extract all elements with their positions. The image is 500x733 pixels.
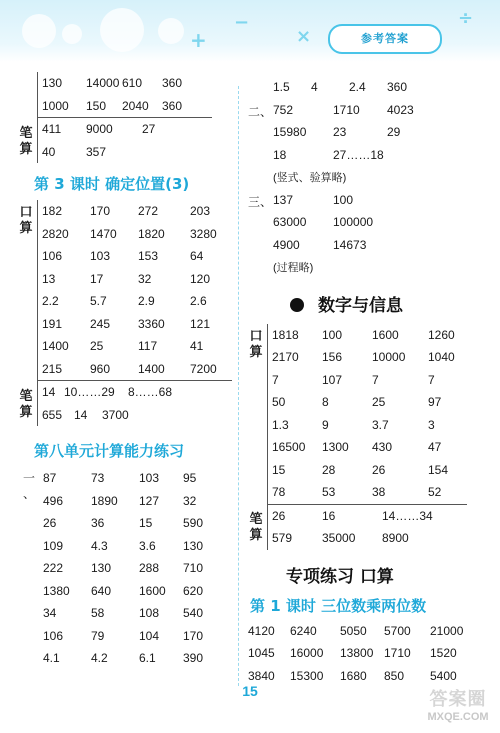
answer-cell: 2170: [272, 350, 299, 365]
watermark-top: 答案圈: [429, 689, 487, 709]
answer-cell: 79: [91, 628, 105, 643]
answer-cell: 14673: [333, 237, 367, 252]
answer-cell: 130: [91, 561, 112, 576]
block-vertical-rule: [37, 118, 38, 163]
answer-cell: 16500: [272, 440, 306, 455]
answer-cell: 3700: [102, 407, 129, 422]
part2-note: (竖式、验算略): [273, 172, 347, 185]
answer-cell: 5700: [384, 623, 411, 638]
answer-tab: 参考答案: [328, 24, 442, 54]
answer-cell: 63000: [273, 215, 307, 230]
answer-cell: 620: [183, 583, 204, 598]
answer-cell: 28: [322, 462, 336, 477]
answer-cell: 203: [190, 204, 211, 219]
block-vertical-rule: [267, 505, 268, 550]
answer-cell: 38: [372, 485, 386, 500]
answer-cell: 2040: [122, 98, 149, 113]
answer-cell: 6.1: [139, 651, 156, 666]
block-label-spacer: [18, 72, 34, 117]
answer-cell: 4900: [273, 237, 300, 252]
answer-cell: 1045: [248, 646, 275, 661]
answer-row: [43, 580, 232, 603]
answer-row: [43, 602, 232, 625]
answer-row: [43, 557, 232, 580]
answer-cell: 64: [190, 249, 204, 264]
answer-row: [42, 245, 232, 268]
answer-cell: 78: [272, 485, 286, 500]
block-rows: [272, 505, 488, 550]
answer-row: [42, 268, 232, 291]
answer-cell: 41: [190, 339, 204, 354]
answer-cell: 106: [43, 628, 64, 643]
answer-cell: 4.2: [91, 651, 108, 666]
answer-cell: 14……34: [382, 508, 433, 523]
answer-cell: 4.1: [43, 651, 60, 666]
answer-cell: 2.2: [42, 294, 59, 309]
answer-cell: 3.7: [372, 417, 389, 432]
answer-cell: 2.6: [190, 294, 207, 309]
answer-cell: 58: [91, 606, 105, 621]
answer-row: [42, 358, 232, 381]
answer-row: [42, 381, 232, 404]
answer-cell: 710: [183, 561, 204, 576]
answer-cell: 21000: [430, 623, 464, 638]
answer-cell: 25: [372, 395, 386, 410]
block-rows: [42, 200, 232, 380]
block-vertical-rule: [267, 324, 268, 504]
answer-cell: 153: [138, 249, 159, 264]
block-rows: [42, 381, 232, 426]
answer-cell: 960: [90, 361, 111, 376]
answer-cell: 100: [322, 327, 343, 342]
answer-cell: 25: [90, 339, 104, 354]
answer-cell: 411: [42, 122, 62, 137]
answer-cell: 5.7: [90, 294, 107, 309]
answer-cell: 1710: [333, 102, 360, 117]
answer-cell: 87: [43, 471, 57, 486]
answer-cell: 272: [138, 204, 159, 219]
answer-cell: 32: [183, 493, 197, 508]
answer-cell: 655: [42, 407, 63, 422]
answer-row: [272, 414, 488, 437]
answer-row: [272, 369, 488, 392]
answer-cell: 52: [428, 485, 442, 500]
plus-icon: +: [190, 28, 207, 52]
block-rows: [42, 118, 232, 163]
digits-oral-block: [248, 324, 488, 504]
digits-written-block: [248, 505, 488, 550]
answer-cell: 13: [42, 271, 56, 286]
answer-cell: 14: [42, 385, 56, 400]
right-column: [248, 76, 488, 687]
answer-cell: 27……18: [333, 147, 384, 162]
answer-cell: 170: [183, 628, 204, 643]
divide-icon: ÷: [458, 8, 474, 29]
answer-cell: 590: [183, 516, 204, 531]
answer-cell: 9: [322, 417, 329, 432]
answer-cell: 1520: [430, 646, 457, 661]
answer-cell: 53: [322, 485, 336, 500]
answer-cell: 3: [428, 417, 435, 432]
answer-cell: 103: [139, 471, 160, 486]
minus-icon: −: [234, 12, 250, 33]
answer-cell: 2.9: [138, 294, 155, 309]
answer-cell: 156: [322, 350, 343, 365]
oral-label: 口 算: [249, 327, 263, 359]
answer-row: [272, 505, 488, 528]
answer-cell: 10……29: [64, 385, 115, 400]
answer-cell: 17: [90, 271, 104, 286]
answer-row: [272, 346, 488, 369]
answer-cell: 120: [190, 271, 211, 286]
part-prefix: 一 、: [22, 471, 35, 501]
answer-cell: 430: [372, 440, 393, 455]
answer-cell: 1260: [428, 327, 455, 342]
block-rows: [42, 72, 232, 117]
answer-row: [272, 324, 488, 347]
block-rows: [43, 467, 232, 670]
answer-row: [272, 391, 488, 414]
answer-cell: 1040: [428, 350, 455, 365]
answer-cell: 496: [43, 493, 64, 508]
answer-cell: 47: [428, 440, 442, 455]
answer-cell: 8: [322, 395, 329, 410]
answer-cell: 26: [372, 462, 386, 477]
answer-cell: 18: [273, 147, 287, 162]
answer-row: [42, 118, 232, 141]
calc-block-top: [18, 72, 232, 117]
answer-row: [272, 481, 488, 504]
written-block-top: [18, 118, 232, 163]
answer-row: [43, 625, 232, 648]
answer-cell: 3.6: [139, 538, 156, 553]
answer-cell: 14: [74, 407, 88, 422]
answer-cell: 357: [86, 144, 107, 159]
header-bubble: [100, 8, 144, 52]
answer-cell: 288: [139, 561, 160, 576]
answer-cell: 15: [272, 462, 286, 477]
answer-cell: 1820: [138, 226, 165, 241]
digits-title: 数字与信息: [318, 295, 403, 316]
part-prefix: 二、: [248, 104, 273, 119]
answer-cell: 1890: [91, 493, 118, 508]
answer-cell: 1300: [322, 440, 349, 455]
answer-cell: 4: [311, 80, 318, 95]
answer-cell: 5400: [430, 668, 457, 683]
answer-cell: 14000: [86, 76, 120, 91]
answer-row: [42, 200, 232, 223]
answer-cell: 360: [387, 80, 408, 95]
answer-row: [42, 223, 232, 246]
answer-cell: 13800: [340, 646, 374, 661]
answer-cell: 106: [42, 249, 63, 264]
answer-row: [42, 313, 232, 336]
answer-cell: 104: [139, 628, 160, 643]
answer-cell: 1.5: [273, 80, 290, 95]
answer-cell: 4023: [387, 102, 414, 117]
part3-note: (过程略): [273, 262, 314, 275]
part-prefix: 三、: [248, 194, 273, 209]
answer-row: [42, 404, 232, 427]
answer-cell: 26: [272, 508, 286, 523]
answer-cell: 15300: [290, 668, 324, 683]
answer-row: [42, 72, 232, 95]
block-rows: [273, 189, 488, 212]
special-title: 专项练习 口算: [286, 566, 394, 587]
answer-cell: 29: [387, 125, 401, 140]
answer-cell: 36: [91, 516, 105, 531]
answer-cell: 1600: [372, 327, 399, 342]
answer-cell: 182: [42, 204, 63, 219]
answer-row: [42, 95, 232, 118]
answer-cell: 127: [139, 493, 160, 508]
answer-cell: 107: [322, 372, 343, 387]
lesson3-title: 第 3 课时 确定位置(3): [34, 175, 190, 193]
block-vertical-rule: [37, 200, 38, 380]
answer-row: [43, 647, 232, 670]
answer-row: [272, 459, 488, 482]
answer-row: [42, 141, 232, 164]
answer-cell: 3360: [138, 316, 165, 331]
special-lesson-title: 第 1 课时 三位数乘两位数: [250, 596, 427, 615]
answer-cell: 1380: [43, 583, 70, 598]
answer-row: [42, 335, 232, 358]
answer-cell: 7: [372, 372, 379, 387]
answer-cell: 360: [162, 98, 183, 113]
block-vertical-rule: [37, 381, 38, 426]
answer-cell: 150: [86, 98, 107, 113]
answer-row: [272, 527, 488, 550]
answer-cell: 95: [183, 471, 197, 486]
lesson3-written-block: [18, 381, 232, 426]
answer-cell: 23: [333, 125, 347, 140]
answer-cell: 360: [162, 76, 183, 91]
answer-cell: 26: [43, 516, 57, 531]
answer-cell: 130: [42, 76, 63, 91]
part3-block: [248, 189, 488, 212]
answer-cell: 222: [43, 561, 64, 576]
answer-row: [248, 642, 488, 665]
answer-cell: 10000: [372, 350, 406, 365]
answer-cell: 27: [142, 122, 156, 137]
unit8-block: [18, 467, 232, 670]
answer-row: [273, 234, 488, 257]
answer-cell: 3280: [190, 226, 217, 241]
answer-cell: 40: [42, 144, 56, 159]
answer-row: [272, 436, 488, 459]
answer-cell: 50: [272, 395, 286, 410]
oral-label: 口 算: [19, 204, 33, 235]
column-divider: [238, 86, 239, 686]
answer-cell: 100000: [333, 215, 374, 230]
answer-cell: 610: [122, 76, 143, 91]
answer-cell: 1.3: [272, 417, 289, 432]
times-icon: ×: [296, 26, 312, 47]
answer-cell: 97: [428, 395, 442, 410]
answer-cell: 1000: [42, 98, 69, 113]
block-rows: [248, 121, 488, 189]
unit8-title: 第八单元计算能力练习: [34, 442, 185, 460]
block-rows: [272, 324, 488, 504]
answer-cell: 1710: [384, 646, 411, 661]
answer-cell: 1400: [42, 339, 69, 354]
answer-cell: 245: [90, 316, 111, 331]
answer-cell: 4120: [248, 623, 275, 638]
written-label: 笔 算: [19, 124, 33, 156]
written-label: 笔 算: [249, 511, 263, 542]
answer-cell: 1470: [90, 226, 117, 241]
answer-cell: 170: [90, 204, 111, 219]
answer-cell: 3840: [248, 668, 275, 683]
answer-cell: 15980: [273, 125, 307, 140]
answer-cell: 640: [91, 583, 112, 598]
page-number: 15: [242, 683, 258, 699]
watermark-bottom: MXQE.COM: [427, 711, 489, 723]
header-bubble: [158, 18, 184, 44]
answer-cell: 215: [42, 361, 63, 376]
header-bubble: [62, 24, 82, 44]
answer-cell: 8……68: [128, 385, 173, 400]
answer-row: [42, 290, 232, 313]
answer-cell: 108: [139, 606, 160, 621]
answer-cell: 9000: [86, 122, 113, 137]
answer-cell: 390: [183, 651, 204, 666]
answer-cell: 103: [90, 249, 111, 264]
answer-cell: 121: [190, 316, 211, 331]
page-header: [0, 0, 500, 62]
written-label: 笔 算: [19, 387, 33, 419]
answer-cell: 16: [322, 508, 336, 523]
answer-cell: 7: [428, 372, 435, 387]
answer-cell: 15: [139, 516, 153, 531]
answer-row: [43, 512, 232, 535]
answer-cell: 1400: [138, 361, 165, 376]
left-column: [18, 72, 232, 670]
answer-row: [43, 535, 232, 558]
answer-cell: 73: [91, 471, 105, 486]
answer-cell: 191: [42, 316, 63, 331]
header-bubble: [22, 14, 56, 48]
answer-cell: 1680: [340, 668, 367, 683]
answer-row: [43, 467, 232, 490]
answer-row: [273, 144, 488, 167]
watermark-logo: [418, 690, 498, 730]
bullet-icon: [290, 298, 304, 312]
block-vertical-rule: [37, 72, 38, 117]
answer-row: [273, 99, 488, 122]
answer-row: [248, 76, 488, 99]
answer-cell: 540: [183, 606, 204, 621]
answer-cell: 100: [333, 192, 354, 207]
block-rows: [248, 620, 488, 688]
answer-cell: 32: [138, 271, 152, 286]
answer-cell: 130: [183, 538, 204, 553]
answer-cell: 8900: [382, 531, 409, 546]
answer-row: [273, 189, 488, 212]
answer-cell: 1818: [272, 327, 299, 342]
answer-cell: 117: [138, 339, 158, 354]
block-rows: [273, 99, 488, 122]
part2-block: [248, 99, 488, 122]
answer-row: [273, 121, 488, 144]
answer-cell: 6240: [290, 623, 317, 638]
answer-cell: 2820: [42, 226, 69, 241]
answer-row: [273, 211, 488, 234]
answer-cell: 16000: [290, 646, 324, 661]
answer-cell: 154: [428, 462, 449, 477]
answer-cell: 579: [272, 531, 293, 546]
answer-cell: 850: [384, 668, 405, 683]
answer-cell: 137: [273, 192, 294, 207]
answer-cell: 4.3: [91, 538, 108, 553]
answer-cell: 35000: [322, 531, 356, 546]
answer-cell: 34: [43, 606, 57, 621]
answer-cell: 2.4: [349, 80, 366, 95]
digits-heading: [248, 291, 488, 316]
answer-cell: 7200: [190, 361, 217, 376]
answer-cell: 7: [272, 372, 279, 387]
answer-cell: 5050: [340, 623, 367, 638]
block-rows: [248, 211, 488, 279]
answer-cell: 109: [43, 538, 64, 553]
answer-row: [43, 490, 232, 513]
answer-row: [248, 620, 488, 643]
answer-cell: 752: [273, 102, 294, 117]
answer-cell: 1600: [139, 583, 166, 598]
lesson3-oral-block: [18, 200, 232, 380]
